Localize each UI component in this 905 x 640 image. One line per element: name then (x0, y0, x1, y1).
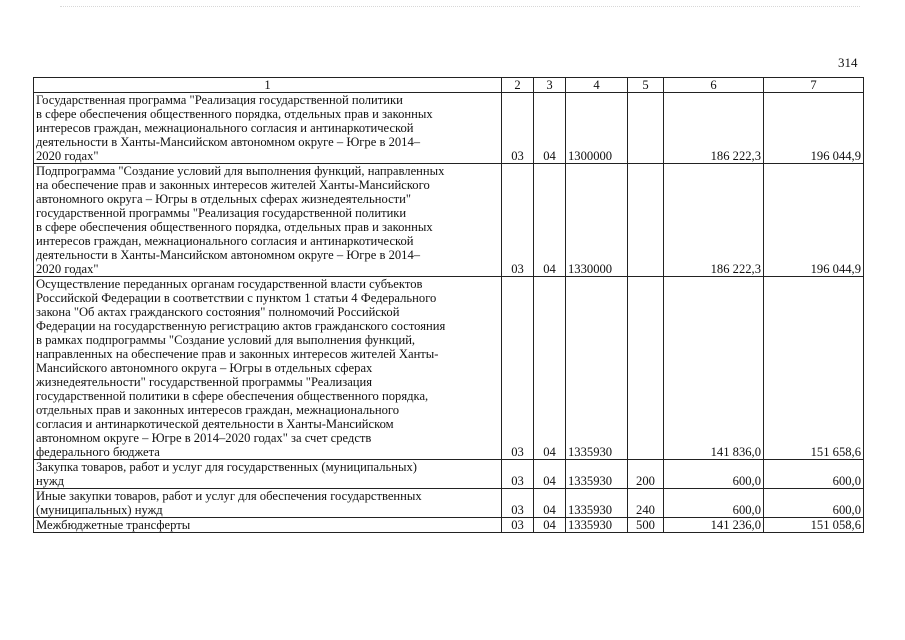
row-target-code: 1335930 (566, 460, 628, 489)
row-amount-col7: 196 044,9 (764, 93, 864, 164)
row-amount-col6: 141 836,0 (664, 277, 764, 460)
table-row (34, 277, 864, 460)
col-header-1: 1 (34, 78, 502, 93)
row-description: Осуществление переданных органам государственной власти субъектов Российской Федерации в соответствии с пунктом 1 статьи 4 Федерального закона "Об актах гражданского состояния" полномочий Российской Федерации на государственную регистрацию актов гражданского состояния в рамках подпрограммы "Создание условий для выполнения функций, направленных на обеспечение прав и законных интересов жителей Ханты- Мансийского автономного округа – Югры в отдельных сферах жизнедеятельности" государственной программы "Реализация государственной политики в сфере обеспечения общественного порядка, отдельных прав и законных интересов граждан, межнационального согласия и антинаркотической деятельности в Ханты-Мансийском автономном округе – Югре в 2014–2020 годах" за счет средств федерального бюджета (34, 277, 502, 460)
row-expense-type: 500 (628, 518, 664, 533)
row-section: 03 (502, 277, 534, 460)
col-header-4: 4 (566, 78, 628, 93)
col-header-5: 5 (628, 78, 664, 93)
table-row (34, 518, 864, 533)
row-amount-col7: 600,0 (764, 489, 864, 518)
row-amount-col7: 600,0 (764, 460, 864, 489)
row-target-code: 1335930 (566, 277, 628, 460)
row-subsection: 04 (534, 93, 566, 164)
row-amount-col7: 151 658,6 (764, 277, 864, 460)
table-row (34, 93, 864, 164)
col-header-6: 6 (664, 78, 764, 93)
col-header-7: 7 (764, 78, 864, 93)
table-row (34, 460, 864, 489)
row-target-code: 1335930 (566, 518, 628, 533)
row-expense-type (628, 93, 664, 164)
row-description: Государственная программа "Реализация государственной политики в сфере обеспечения общественного порядка, отдельных прав и законных интересов граждан, межнационального согласия и антинаркотической деятельности в Ханты-Мансийском автономном округе – Югре в 2014– 2020 годах" (34, 93, 502, 164)
row-description: Межбюджетные трансферты (34, 518, 502, 533)
row-amount-col6: 141 236,0 (664, 518, 764, 533)
row-amount-col6: 600,0 (664, 460, 764, 489)
row-amount-col7: 196 044,9 (764, 164, 864, 277)
scan-edge-artifact (60, 6, 860, 8)
row-expense-type: 240 (628, 489, 664, 518)
row-subsection: 04 (534, 164, 566, 277)
row-subsection: 04 (534, 277, 566, 460)
row-subsection: 04 (534, 460, 566, 489)
column-number-row (34, 78, 864, 93)
row-target-code: 1300000 (566, 93, 628, 164)
row-amount-col6: 186 222,3 (664, 93, 764, 164)
row-description: Иные закупки товаров, работ и услуг для обеспечения государственных (муниципальных) нужд (34, 489, 502, 518)
row-target-code: 1330000 (566, 164, 628, 277)
row-section: 03 (502, 518, 534, 533)
row-target-code: 1335930 (566, 489, 628, 518)
budget-table (33, 77, 864, 533)
row-section: 03 (502, 460, 534, 489)
table-row (34, 489, 864, 518)
row-expense-type: 200 (628, 460, 664, 489)
row-description: Закупка товаров, работ и услуг для государственных (муниципальных) нужд (34, 460, 502, 489)
col-header-3: 3 (534, 78, 566, 93)
row-section: 03 (502, 489, 534, 518)
row-subsection: 04 (534, 489, 566, 518)
row-section: 03 (502, 164, 534, 277)
row-subsection: 04 (534, 518, 566, 533)
row-amount-col7: 151 058,6 (764, 518, 864, 533)
row-amount-col6: 186 222,3 (664, 164, 764, 277)
col-header-2: 2 (502, 78, 534, 93)
row-expense-type (628, 277, 664, 460)
row-expense-type (628, 164, 664, 277)
row-description: Подпрограмма "Создание условий для выполнения функций, направленных на обеспечение прав и законных интересов жителей Ханты-Мансийского автономного округа – Югры в отдельных сферах жизнедеятельности" государственной программы "Реализация государственной политики в сфере обеспечения общественного порядка, отдельных прав и законных интересов граждан, межнационального согласия и антинаркотической деятельности в Ханты-Мансийском автономном округе – Югре в 2014– 2020 годах" (34, 164, 502, 277)
row-section: 03 (502, 93, 534, 164)
page-number: 314 (838, 55, 858, 70)
row-amount-col6: 600,0 (664, 489, 764, 518)
table-row (34, 164, 864, 277)
